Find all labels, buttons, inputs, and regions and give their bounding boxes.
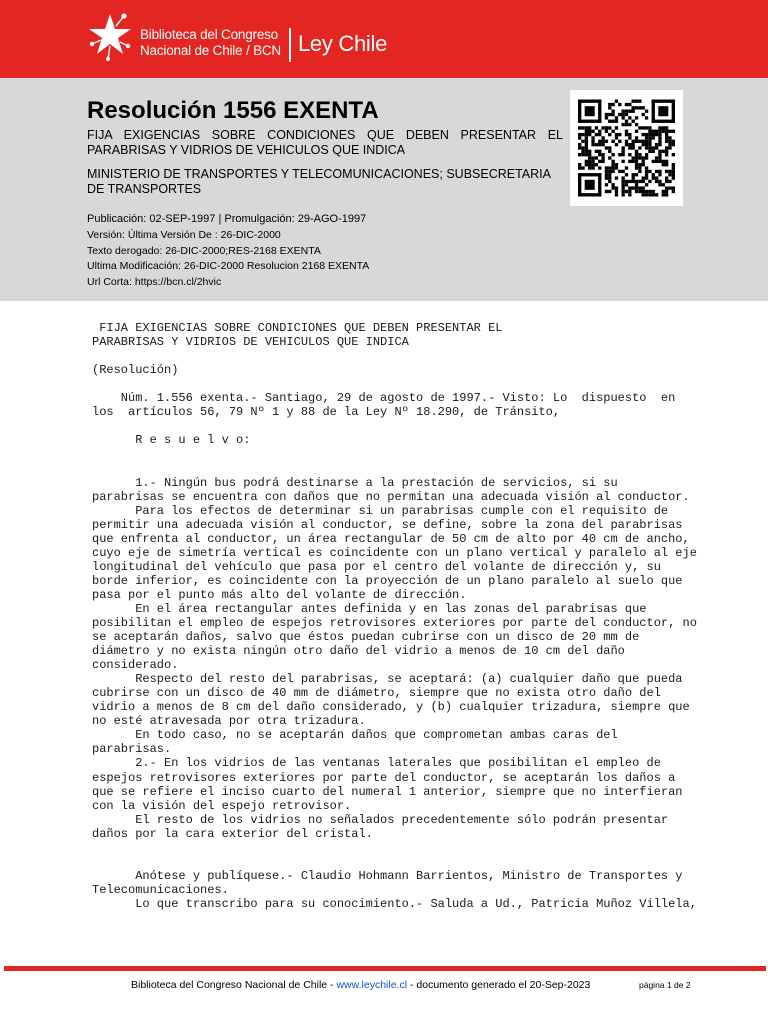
body-line: En todo caso, no se aceptarán daños que comprometan ambas caras del [92,728,618,743]
body-line: permitir una adecuada visión al conductor, se define, sobre la zona del parabrisas [92,517,683,532]
top-banner [0,0,768,78]
body-line: Para los efectos de determinar si un parabrisas cumple con el requisito de [92,503,669,518]
body-line: pasa por el punto más alto del volante de dirección. [92,587,467,602]
body-line: FIJA EXIGENCIAS SOBRE CONDICIONES QUE DEBEN PRESENTAR EL [92,321,503,335]
qr-code [570,90,683,206]
version-info: Versión: Última Versión De : 26-DIC-2000 [87,228,281,241]
document-subtitle: FIJA EXIGENCIAS SOBRE CONDICIONES QUE DEBEN PRESENTAR EL PARABRISAS Y VIDRIOS DE VEHICULOS QUE INDICA [87,128,563,157]
body-line [92,461,732,475]
footer-rule [4,966,766,971]
body-line: los artículos 56, 79 Nº 1 y 88 de la Ley Nº 18.290, de Tránsito, [92,405,561,420]
body-line: espejos retrovisores exteriores por parte del conductor, se aceptarán los daños a [92,770,676,785]
page-number: página 1 de 2 [639,980,691,990]
body-line: (Resolución) [92,363,179,378]
body-line: parabrisas se encuentra con daños que no permitan una adecuada visión al conductor. [92,489,690,504]
body-line: R e s u e l v o: [92,433,251,448]
body-line: considerado. [92,658,179,673]
footer-suffix: - documento generado el 20-Sep-2023 [407,979,591,991]
body-line: cuyo eje de simetría vertical es coincidente con un plano vertical y paralelo al eje [92,545,697,560]
logo-divider [289,28,291,62]
body-line: cubrirse con un disco de 40 mm de diámetro, siempre que no exista otro daño del [92,686,661,701]
document-title: Resolución 1556 EXENTA [87,97,379,124]
body-line: longitudinal del vehículo que pasa por el centro del volante de dirección y, su [92,559,661,574]
body-line [92,419,732,433]
body-line: Respecto del resto del parabrisas, se aceptará: (a) cualquier daño que pueda [92,672,683,687]
body-line: que se refiere el inciso cuarto del numeral 1 anterior, siempre que no interfieran [92,784,683,799]
body-line: PARABRISAS Y VIDRIOS DE VEHICULOS QUE INDICA [92,335,409,350]
footer-credit [131,978,590,992]
logo-line-1: Biblioteca del Congreso [140,27,278,42]
body-line: vidrio a menos de 8 cm del daño considerado, y (b) cualquier trizadura, siempre que [92,700,690,715]
body-line [92,447,732,461]
footer-link[interactable]: www.leychile.cl [336,979,408,991]
body-line: Núm. 1.556 exenta.- Santiago, 29 de agosto de 1997.- Visto: Lo dispuesto en [92,391,676,406]
body-line: En el área rectangular antes definida y en las zonas del parabrisas que [92,601,647,616]
body-line [92,377,732,391]
body-line: se aceptarán daños, salvo que éstos puedan cubrirse con un disco de 20 mm de [92,630,640,645]
body-line: parabrisas. [92,742,172,757]
document-metadata [87,212,369,291]
qr-code-icon [578,98,675,198]
body-line: con la visión del espejo retrovisor. [92,798,352,813]
short-url[interactable]: Url Corta: https://bcn.cl/2hvic [87,276,222,289]
bcn-star-logo-icon [86,10,138,62]
body-line: diámetro y no exista ningún otro daño del vidrio a menos de 10 cm del daño [92,644,625,659]
body-line: El resto de los vidrios no señalados precedentemente sólo podrán presentar [92,812,669,827]
body-line: 2.- En los vidrios de las ventanas laterales que posibilitan el empleo de [92,756,661,771]
body-line: Telecomunicaciones. [92,882,229,897]
footer-prefix: Biblioteca del Congreso Nacional de Chile - [131,979,337,991]
body-line: Anótese y publíquese.- Claudio Hohmann Barrientos, Ministro de Transportes y [92,868,683,883]
body-line [92,349,732,363]
last-modified-info: Ultima Modificación: 26-DIC-2000 Resolucion 2168 EXENTA [87,260,370,273]
body-line: no esté atravesada por otra trizadura. [92,714,366,729]
body-line: Lo que transcribo para su conocimiento.- Saluda a Ud., Patricia Muñoz Villela, [92,896,697,911]
bcn-logo-text[interactable] [140,27,281,59]
ley-chile-brand[interactable]: Ley Chile [298,31,388,56]
page-footer [0,978,768,994]
body-line: 1.- Ningún bus podrá destinarse a la prestación de servicios, si su [92,475,618,490]
publication-dates: Publicación: 02-SEP-1997 | Promulgación: 29-AGO-1997 [87,213,367,225]
body-line: posibilitan el empleo de espejos retrovisores exteriores por parte del conductor, no [92,615,697,630]
document-ministry: MINISTERIO DE TRANSPORTES Y TELECOMUNICACIONES; SUBSECRETARIA DE TRANSPORTES [87,167,551,196]
logo-line-2: Nacional de Chile / BCN [140,43,281,58]
body-line: daños por la cara exterior del cristal. [92,826,373,841]
body-line [92,841,732,855]
document-body [92,321,732,911]
body-line [92,855,732,869]
derogated-info: Texto derogado: 26-DIC-2000;RES-2168 EXENTA [87,244,321,257]
body-line: borde inferior, es coincidente con la proyección de un plano paralelo al suelo que [92,573,683,588]
body-line: que enfrenta al conductor, un área rectangular de 50 cm de alto por 40 cm de ancho, [92,531,690,546]
